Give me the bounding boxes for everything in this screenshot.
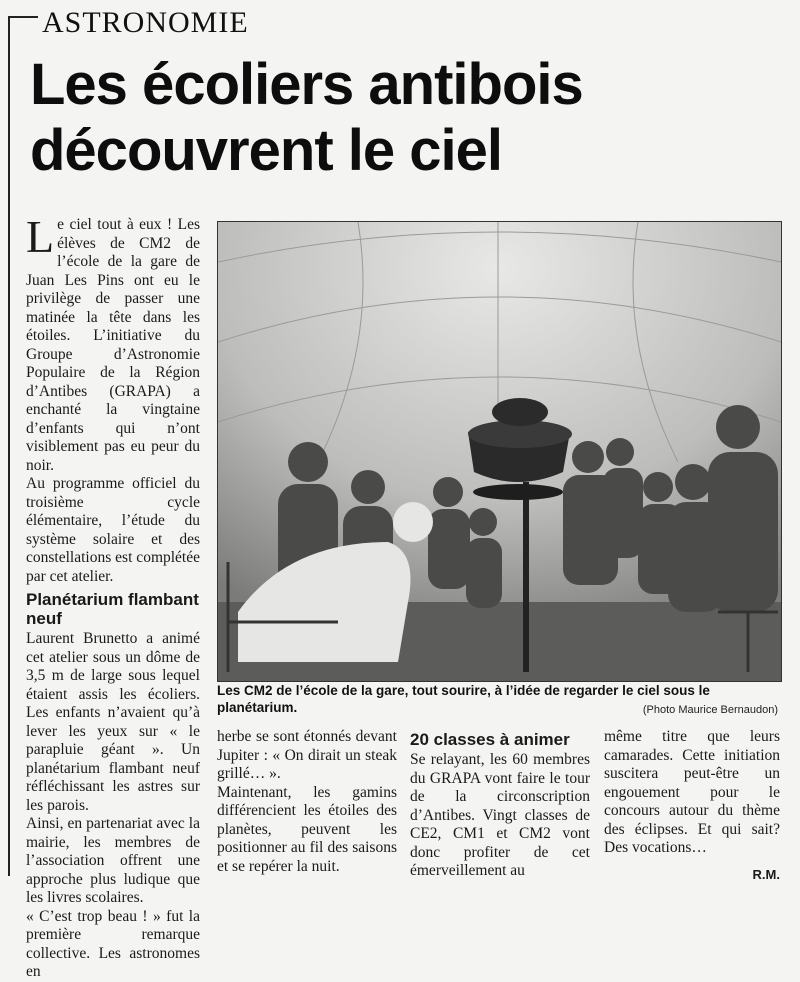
headline-line-1: Les écoliers antibois <box>30 52 583 117</box>
paragraph-5: « C’est trop beau ! » fut la première remarque collective. Les astronomes en <box>26 907 200 980</box>
subhead-classes: 20 classes à animer <box>410 730 570 749</box>
column-1 <box>26 211 200 982</box>
headline <box>30 52 770 184</box>
paragraph-3: Laurent Brunetto a animé cet atelier sous un dôme de 3,5 m de large sous lequel étaient assis les écoliers. Les enfants n’avaient qu’à lever les yeux sur « le parapluie géant ». Un planétarium flambant neuf réfléchissant les astres sur les parois. <box>26 630 200 814</box>
drop-cap: L <box>26 211 55 262</box>
col4-paragraph-1: même titre que leurs camarades. Cette initiation suscitera peut-être un engouement pour le concours autour du thème des éclipses. Et qui sait? Des vocations… <box>604 728 780 856</box>
column-4 <box>604 728 780 884</box>
subhead-planetarium: Planétarium flambant neuf <box>26 590 199 628</box>
section-rubric: ASTRONOMIE <box>42 6 249 39</box>
col3-paragraph-1: Se relayant, les 60 membres du GRAPA vont faire le tour de la circonscription d’Antibes. Vingt classes de CE2, CM1 et CM2 vont donc profiter de cet émerveillement au <box>410 751 590 879</box>
intro-paragraph <box>26 211 200 475</box>
top-border-rule <box>8 16 38 18</box>
col2-paragraph-2: Maintenant, les gamins différencient les étoiles des planètes, peuvent les positionner au fil des saisons et se repérer la nuit. <box>217 783 397 875</box>
intro-text: e ciel tout à eux ! Les élèves de CM2 de l’école de la gare de Juan Les Pins ont eu le privilège de passer une matinée la tête dans les étoiles. L’initiative du Groupe d’Astronomie Populaire de la Région d’Antibes (GRAPA) a enchanté la vingtaine d’enfants qui n’ont visiblement pas eu peur du noir. <box>26 216 200 474</box>
paragraph-2: Au programme officiel du troisième cycle élémentaire, l’étude du système solaire et des constellations est complétée par cet atelier. <box>26 475 200 585</box>
photo-illustration <box>218 222 781 681</box>
photo-credit: (Photo Maurice Bernaudon) <box>642 704 778 716</box>
column-3 <box>410 730 590 881</box>
headline-line-2: découvrent le ciel <box>30 118 502 183</box>
column-2 <box>217 728 397 876</box>
paragraph-4: Ainsi, en partenariat avec la mairie, les membres de l’association offrent une approche plus ludique que les livres scolaires. <box>26 815 200 906</box>
planetarium-photo <box>217 221 782 682</box>
col2-paragraph-1: herbe se sont étonnés devant Jupiter : « On dirait un steak grillé… ». <box>217 728 397 782</box>
left-border-rule <box>8 16 10 876</box>
photo-caption: Les CM2 de l’école de la gare, tout sourire, à l’idée de regarder le ciel sous le planétarium. <box>217 683 710 715</box>
author-signature: R.M. <box>752 866 780 882</box>
